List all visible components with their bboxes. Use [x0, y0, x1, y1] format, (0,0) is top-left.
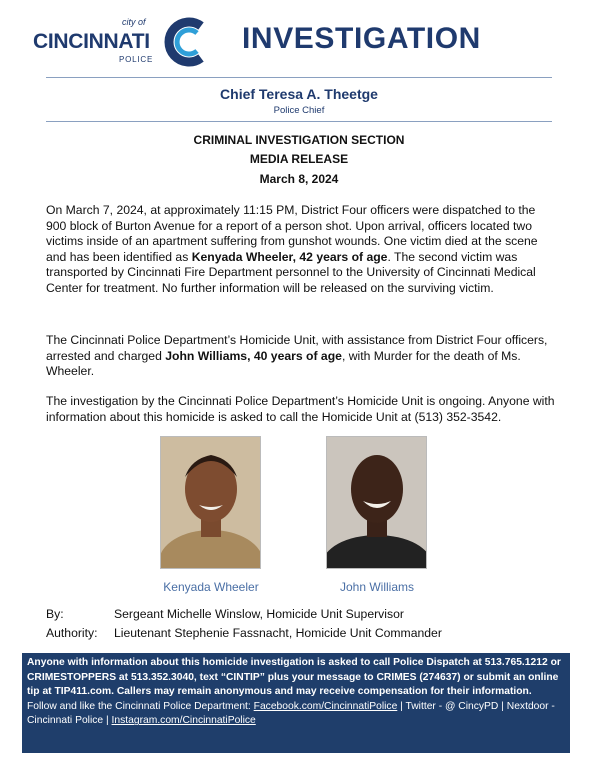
footer-tip-banner [22, 653, 570, 753]
facebook-link[interactable]: Facebook.com/CincinnatiPolice [253, 700, 398, 712]
authority-label: Authority: [46, 626, 98, 640]
victim-photo-caption: Kenyada Wheeler [163, 580, 259, 594]
logo-department: POLICE [119, 55, 154, 64]
paragraph-incident-text-1: On March 7, 2024, at approximately 11:15 PM, District Four officers were dispatched to the 900 block of Burton Avenue for a report of a person shot. Upon arrival, officers located two victims inside of an apartment suffering from gunshot wounds. One victim died at the scene and has been identified as [46, 203, 538, 264]
victim-photo [160, 436, 261, 569]
paragraph-incident-text-2: . The second victim was transported by Cincinnati Fire Department personnel to the University of Cincinnati Medical Center for treatment. No further information will be released on the surviving victim. [46, 249, 536, 295]
victim-name: Kenyada Wheeler, 42 years of age [191, 249, 388, 264]
release-type: MEDIA RELEASE [249, 152, 349, 166]
footer-social-links [27, 700, 565, 729]
chief-title: Police Chief [273, 105, 325, 116]
logo-city-of: city of [122, 17, 146, 27]
page-title: INVESTIGATION [242, 22, 481, 55]
instagram-link[interactable]: Instagram.com/CincinnatiPolice [111, 715, 256, 727]
logo-c-emblem-icon [159, 14, 211, 70]
paragraph-arrest [46, 333, 556, 380]
release-date: March 8, 2024 [259, 172, 339, 186]
footer-follow-text: Follow and like the Cincinnati Police Department: [27, 700, 254, 712]
cincinnati-police-logo [33, 14, 213, 70]
paragraph-arrest-text-1: The Cincinnati Police Department’s Homicide Unit, with assistance from District Four officers, arrested and charged [46, 333, 548, 363]
chief-name: Chief Teresa A. Theetge [220, 86, 378, 102]
paragraph-ongoing: The investigation by the Cincinnati Police Department’s Homicide Unit is ongoing. Anyone with information about this homicide is asked to call the Homicide Unit at (513) 352-3542. [46, 394, 555, 424]
by-value: Sergeant Michelle Winslow, Homicide Unit Supervisor [114, 607, 404, 621]
suspect-photo-caption: John Williams [339, 580, 414, 594]
authority-line [46, 626, 442, 640]
header-divider-top [46, 77, 552, 78]
footer-separator-2: | [103, 715, 112, 727]
logo-city-name: CINCINNATI [33, 30, 150, 53]
section-name: CRIMINAL INVESTIGATION SECTION [193, 133, 405, 147]
header-divider-bottom [46, 121, 552, 122]
authority-value: Lieutenant Stephenie Fassnacht, Homicide Unit Commander [114, 626, 442, 640]
footer-separator-1: | Twitter - @ CincyPD | [397, 700, 507, 712]
paragraph-arrest-text-2: , with Murder for the death of Ms. Wheeler. [46, 348, 521, 379]
suspect-name: John Williams, 40 years of age [165, 348, 342, 363]
footer-tip-notice: Anyone with information about this homicide investigation is asked to call Police Dispatch at 513.765.1212 or CRIMESTOPPERS at 513.352.3040, text “CINTIP” plus your message to CRIMES (274637) or submit an online tip at TIP411.com. Callers may remain anonymous and may receive compensation for their information. [27, 657, 561, 698]
suspect-photo [326, 436, 427, 569]
paragraph-incident [46, 203, 556, 297]
by-line [46, 607, 404, 621]
nextdoor-text: Nextdoor - Cincinnati Police [27, 700, 555, 727]
by-label: By: [46, 607, 64, 621]
